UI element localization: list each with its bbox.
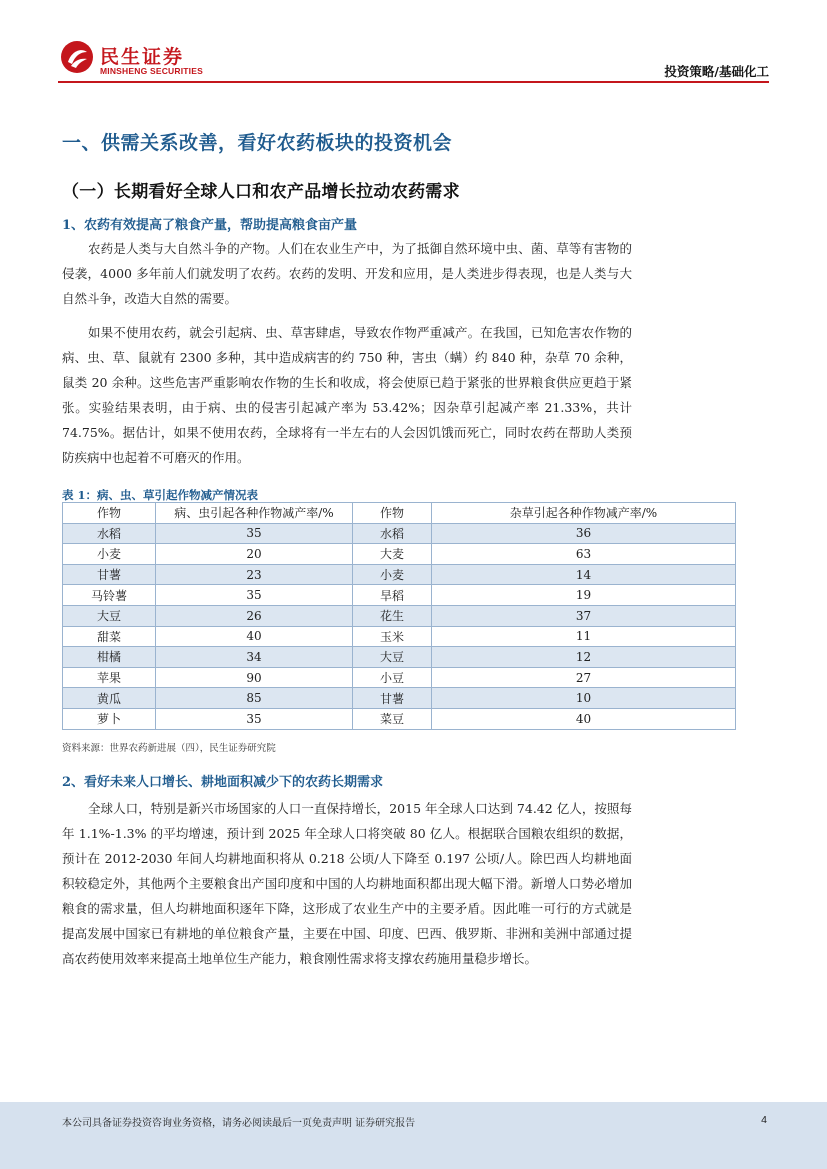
table-cell: 玉米 bbox=[353, 626, 432, 647]
table-cell: 黄瓜 bbox=[63, 688, 156, 709]
table-cell: 菜豆 bbox=[353, 708, 432, 729]
crop-loss-table bbox=[62, 502, 736, 730]
table-cell: 20 bbox=[156, 544, 353, 565]
section-heading-2: （一）长期看好全球人口和农产品增长拉动农药需求 bbox=[62, 182, 460, 202]
table-row bbox=[63, 585, 736, 606]
company-logo bbox=[60, 40, 210, 78]
table-row bbox=[63, 544, 736, 565]
header-cell: 作物 bbox=[63, 503, 156, 524]
table-cell: 37 bbox=[432, 605, 736, 626]
table-cell: 水稻 bbox=[353, 523, 432, 544]
table-cell: 35 bbox=[156, 523, 353, 544]
table-cell: 苹果 bbox=[63, 667, 156, 688]
report-category: 投资策略/基础化工 bbox=[664, 64, 769, 79]
table-cell: 36 bbox=[432, 523, 736, 544]
table-cell: 小麦 bbox=[63, 544, 156, 565]
header-cell: 作物 bbox=[353, 503, 432, 524]
table-cell: 小麦 bbox=[353, 564, 432, 585]
table-cell: 甘薯 bbox=[353, 688, 432, 709]
table-cell: 萝卜 bbox=[63, 708, 156, 729]
table-row bbox=[63, 688, 736, 709]
paragraph-2: 如果不使用农药，就会引起病、虫、草害肆虐，导致农作物严重减产。在我国，已知危害农作物的病、虫、草、鼠就有 2300 多种，其中造成病害的约 750 种，害虫（螨）约 840 种，杂草 70 余种，鼠类 20 余种。这些危害严重影响农作物的生长和收成，将会使原已趋于紧张的世界粮食供应更趋于紧张。实验结果表明，由于病、虫的侵害引起减产率为 53.42%；因杂草引起减产率 21.33%，共计 74.75%。据估计，如果不使用农药，全球将有一半左右的人会因饥饿而死亡，同时农药在帮助人类预防疾病中也起着不可磨灭的作用。 bbox=[62, 325, 632, 465]
table-row bbox=[63, 647, 736, 668]
header-cell: 杂草引起各种作物减产率/% bbox=[432, 503, 736, 524]
table-cell: 大豆 bbox=[63, 605, 156, 626]
header-cell: 病、虫引起各种作物减产率/% bbox=[156, 503, 353, 524]
table-title: 表 1：病、虫、草引起作物减产情况表 bbox=[62, 488, 259, 502]
table-cell: 63 bbox=[432, 544, 736, 565]
footer-disclaimer: 本公司具备证券投资咨询业务资格，请务必阅读最后一页免责声明 证券研究报告 bbox=[62, 1118, 416, 1129]
table-cell: 90 bbox=[156, 667, 353, 688]
table-cell: 12 bbox=[432, 647, 736, 668]
table-cell: 26 bbox=[156, 605, 353, 626]
paragraph-3: 全球人口，特别是新兴市场国家的人口一直保持增长，2015 年全球人口达到 74.42 亿人，按照每年 1.1%-1.3% 的平均增速，预计到 2025 年全球人口将突破 80 亿人。根据联合国粮农组织的数据，预计在 2012-2030 年间人均耕地面积将从 0.218 公顷/人下降至 0.197 公顷/人。除巴西人均耕地面积较稳定外，其他两个主要粮食出产国印度和中国的人均耕地面积都出现大幅下滑。新增人口势必增加粮食的需求量，但人均耕地面积逐年下降，这形成了农业生产中的主要矛盾。因此唯一可行的方式就是提高发展中国家已有耕地的单位粮食产量，主要在中国、印度、巴西、俄罗斯、非洲和美洲中部通过提高农药使用效率来提高土地单位生产能力，粮食刚性需求将支撑农药施用量稳步增长。 bbox=[62, 801, 632, 966]
table-cell: 19 bbox=[432, 585, 736, 606]
table-cell: 花生 bbox=[353, 605, 432, 626]
table-cell: 40 bbox=[156, 626, 353, 647]
subsection-heading-1: 1、农药有效提高了粮食产量，帮助提高粮食亩产量 bbox=[62, 218, 358, 233]
table-cell: 柑橘 bbox=[63, 647, 156, 668]
page-number: 4 bbox=[761, 1114, 767, 1126]
paragraph-1: 农药是人类与大自然斗争的产物。人们在农业生产中，为了抵御自然环境中虫、菌、草等有害物的侵袭，4000 多年前人们就发明了农药。农药的发明、开发和应用，是人类进步得表现，也是人类与大自然斗争，改造大自然的需要。 bbox=[62, 241, 632, 306]
table-cell: 甜菜 bbox=[63, 626, 156, 647]
table-cell: 23 bbox=[156, 564, 353, 585]
table-cell: 35 bbox=[156, 585, 353, 606]
table-cell: 水稻 bbox=[63, 523, 156, 544]
logo-english-name: MINSHENG SECURITIES bbox=[100, 66, 203, 76]
table-cell: 14 bbox=[432, 564, 736, 585]
header-divider bbox=[58, 81, 769, 83]
table-cell: 10 bbox=[432, 688, 736, 709]
table-cell: 小豆 bbox=[353, 667, 432, 688]
table-cell: 大豆 bbox=[353, 647, 432, 668]
table-cell: 大麦 bbox=[353, 544, 432, 565]
table-cell: 马铃薯 bbox=[63, 585, 156, 606]
table-cell: 11 bbox=[432, 626, 736, 647]
table-cell: 85 bbox=[156, 688, 353, 709]
table-row bbox=[63, 626, 736, 647]
section-heading-1: 一、供需关系改善，看好农药板块的投资机会 bbox=[62, 132, 453, 154]
table-source-note: 资料来源：世界农药新进展（四），民生证券研究院 bbox=[62, 743, 276, 754]
subsection-heading-2: 2、看好未来人口增长、耕地面积减少下的农药长期需求 bbox=[62, 775, 384, 790]
table-row bbox=[63, 605, 736, 626]
table-header-row bbox=[63, 503, 736, 524]
page-footer bbox=[0, 1102, 827, 1169]
table-row bbox=[63, 708, 736, 729]
table-row bbox=[63, 564, 736, 585]
table-cell: 34 bbox=[156, 647, 353, 668]
logo-chinese-name: 民生证券 bbox=[100, 46, 185, 68]
table-row bbox=[63, 523, 736, 544]
table-row bbox=[63, 667, 736, 688]
table-cell: 40 bbox=[432, 708, 736, 729]
table-cell: 甘薯 bbox=[63, 564, 156, 585]
table-cell: 35 bbox=[156, 708, 353, 729]
minsheng-logo-icon bbox=[60, 40, 94, 74]
table-cell: 旱稻 bbox=[353, 585, 432, 606]
page-header bbox=[0, 0, 827, 86]
table-cell: 27 bbox=[432, 667, 736, 688]
